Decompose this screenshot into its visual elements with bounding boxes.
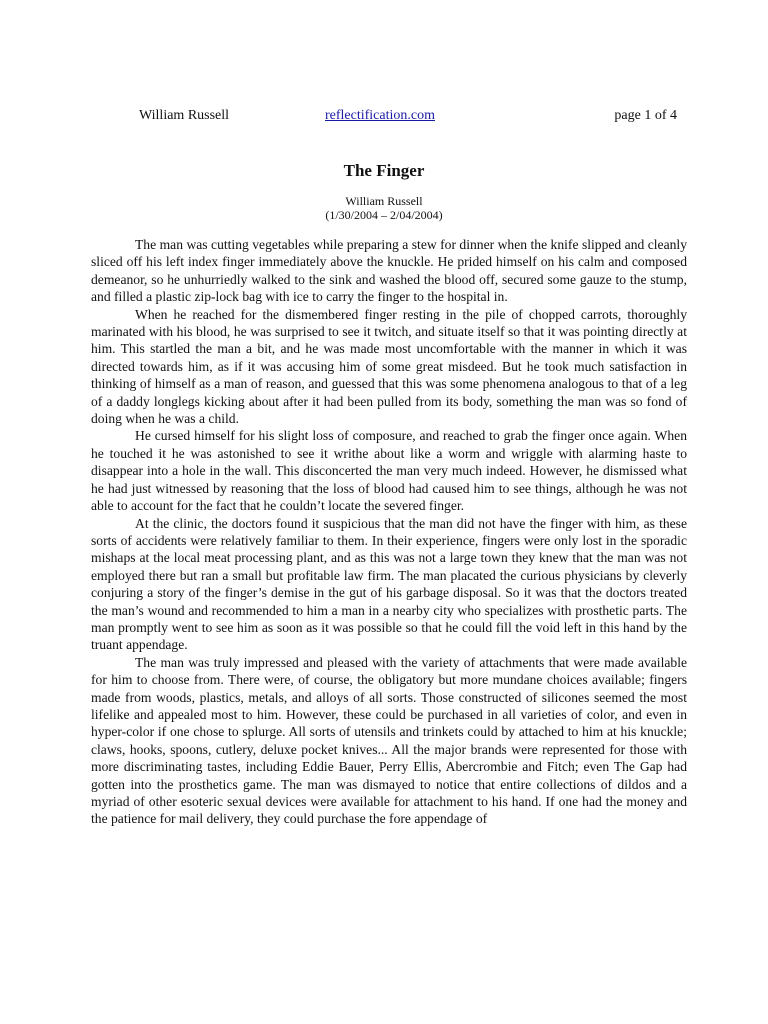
byline-dates: (1/30/2004 – 2/04/2004) — [325, 208, 443, 222]
document-body — [91, 236, 687, 828]
document-title: The Finger — [343, 161, 425, 180]
body-paragraph: He cursed himself for his slight loss of composure, and reached to grab the finger once again. When he touched it he was astonished to see it writhe about like a worm and wriggle with alarming haste to disappear into a hole in the wall. This disconcerted the man very much indeed. However, he dismissed what he had just witnessed by reasoning that the loss of blood had caused him to see things, although he was not able to account for the fact that he couldn’t locate the severed finger. — [91, 428, 687, 514]
header-author: William Russell — [139, 108, 230, 123]
page-header — [139, 108, 679, 128]
header-site-link[interactable]: reflectification.com — [325, 108, 435, 123]
document-byline — [0, 194, 768, 222]
body-paragraph: At the clinic, the doctors found it suspicious that the man did not have the finger with him, as these sorts of accidents were relatively familiar to them. In their experience, fingers were only lost in the sporadic mishaps at the local meat processing plant, and as this was not a large town they knew that the man was not employed there but ran a small but profitable law firm. The man placated the curious physicians by cleverly conjuring a story of the finger’s demise in the gut of his garbage disposal. So it was that the doctors treated the man’s wound and recommended to him a man in a nearby city who specializes with prosthetic parts. The man promptly went to see him as soon as it was possible so that he could fill the void left in this hand by the truant appendage. — [91, 515, 687, 653]
body-paragraph: The man was truly impressed and pleased with the variety of attachments that were made available for him to choose from. There were, of course, the obligatory but more mundane choices available; fingers made from woods, plastics, metals, and alloys of all sorts. Those constructed of silicones seemed the most lifelike and appealed most to him. However, these could be purchased in all varieties of color, and even in hyper-color if one chose to splurge. All sorts of utensils and trinkets could by attached to him at his knuckle; claws, hooks, spoons, cutlery, deluxe pocket knives... All the major brands were represented for those with more discriminating tastes, including Eddie Bauer, Perry Ellis, Abercrombie and Fitch; even The Gap had gotten into the prosthetics game. The man was dismayed to notice that entire collections of dildos and a myriad of other esoteric sexual devices were available for attachment to his hand. If one had the money and the patience for mail delivery, they could purchase the fore appendage of — [91, 654, 687, 827]
body-paragraph: When he reached for the dismembered finger resting in the pile of chopped carrots, thoroughly marinated with his blood, he was surprised to see it twitch, and situate itself so that it was pointing directly at him. This startled the man a bit, and he was made most uncomfortable with the manner in which it was directed towards him, as if it was accusing him of some great misdeed. But he took much satisfaction in thinking of himself as a man of reason, and guessed that this was some phenomena analogous to that of a leg of a daddy longlegs kicking about after it had been pulled from its body, something the man was so fond of doing when he was a child. — [91, 306, 687, 427]
byline-author: William Russell — [345, 194, 423, 208]
body-paragraph: The man was cutting vegetables while preparing a stew for dinner when the knife slipped and cleanly sliced off his left index finger immediately above the knuckle. He prided himself on his calm and composed demeanor, so he unhurriedly walked to the sink and washed the blood off, secured some gauze to the stump, and filled a plastic zip-lock bag with ice to carry the finger to the hospital in. — [91, 237, 687, 305]
header-page-number: page 1 of 4 — [614, 108, 677, 123]
